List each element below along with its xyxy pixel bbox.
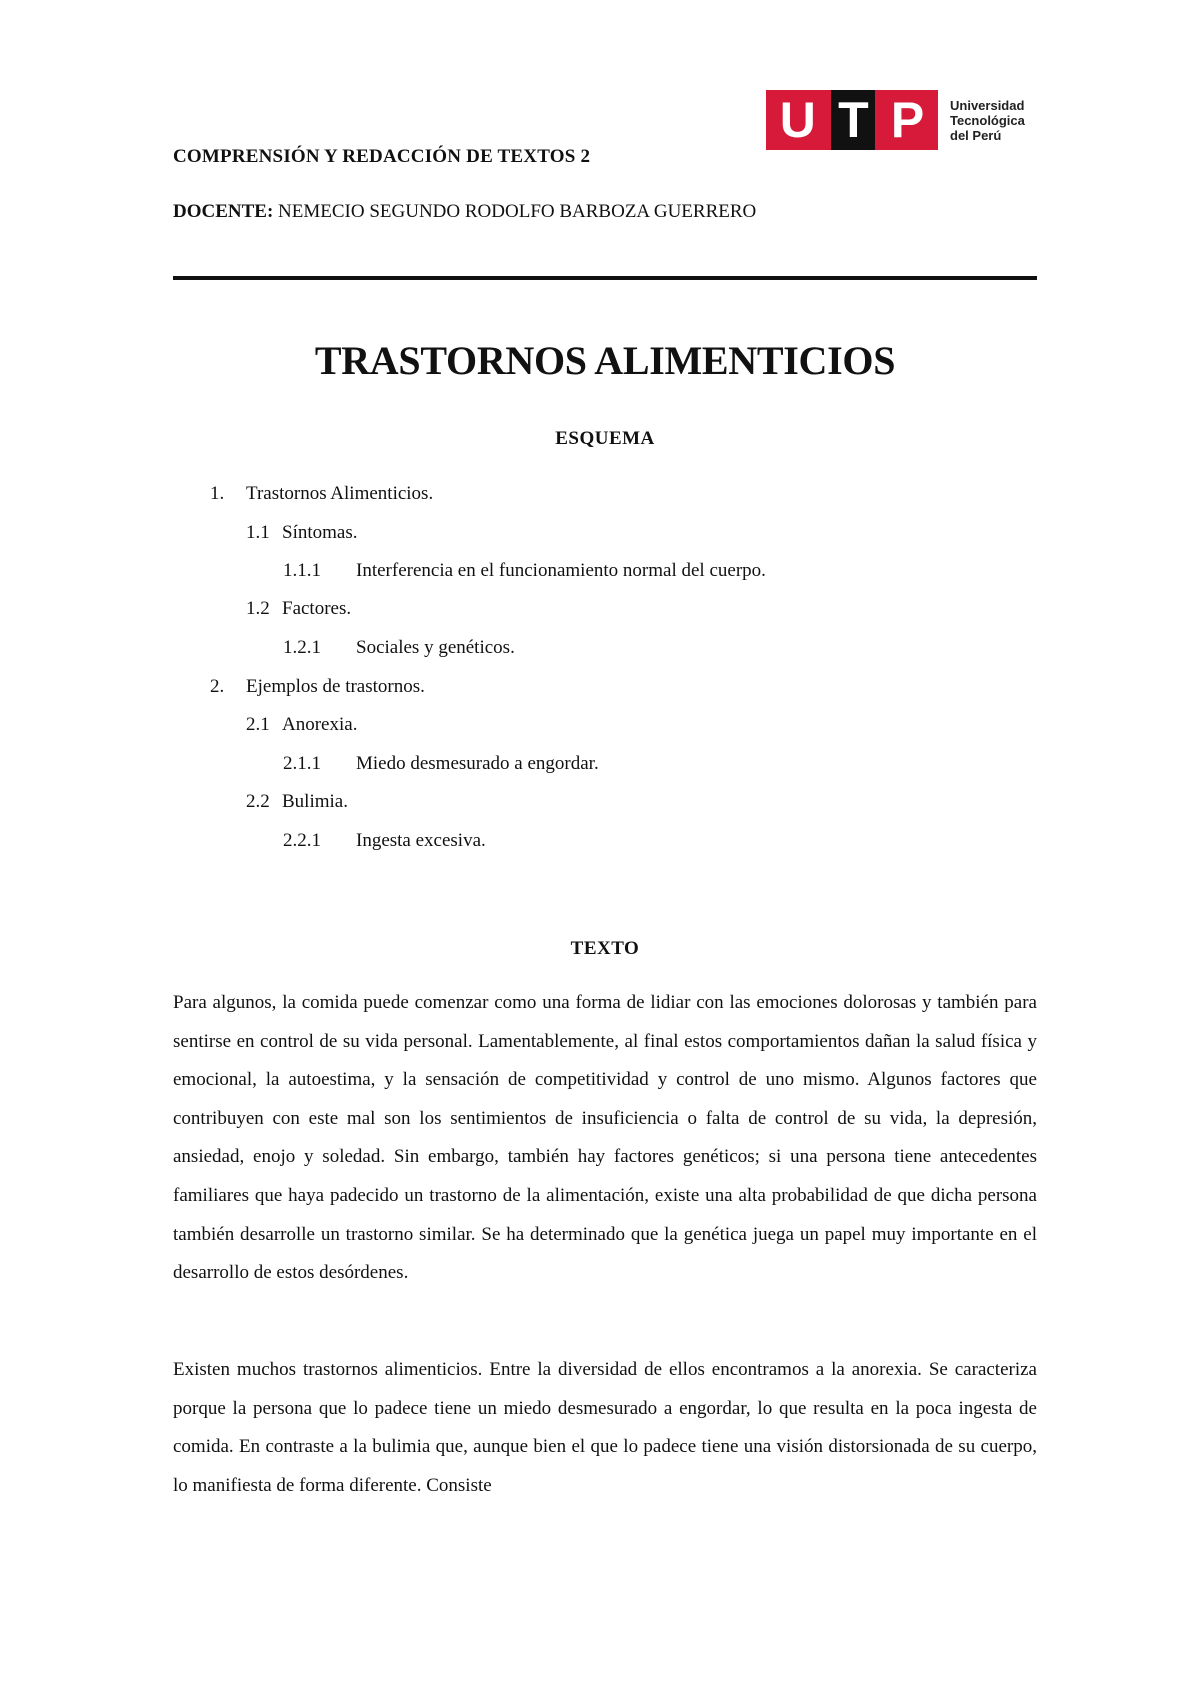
logo-letter-t: T xyxy=(831,90,875,150)
outline-item-text: Factores. xyxy=(282,598,352,619)
outline-item-number: 1. xyxy=(210,483,225,504)
outline-item-number: 1.2 xyxy=(246,598,270,619)
outline-item-text: Anorexia. xyxy=(282,714,358,735)
outline-item-text: Ingesta excesiva. xyxy=(356,830,486,851)
utp-logo xyxy=(766,90,1025,150)
outline-item-text: Bulimia. xyxy=(282,791,348,812)
utp-logo-mark xyxy=(766,90,938,150)
docente-line xyxy=(173,201,756,223)
outline-item-number: 1.1.1 xyxy=(283,560,321,581)
logo-line-2: Tecnológica xyxy=(950,112,1025,128)
outline-item-number: 2.1 xyxy=(246,714,270,735)
logo-letter-p: P xyxy=(890,92,925,148)
header-divider xyxy=(173,276,1037,280)
outline-item-number: 1.1 xyxy=(246,522,270,543)
utp-logo-text xyxy=(950,98,1025,143)
outline-item-number: 2.2 xyxy=(246,791,270,812)
logo-line-1: Universidad xyxy=(950,97,1025,113)
outline-item-text: Sociales y genéticos. xyxy=(356,637,515,658)
course-title: COMPRENSIÓN Y REDACCIÓN DE TEXTOS 2 xyxy=(173,146,591,167)
outline-item-text: Interferencia en el funcionamiento normal del cuerpo. xyxy=(356,560,766,581)
outline-item-text: Miedo desmesurado a engordar. xyxy=(356,753,599,774)
outline-item-text: Trastornos Alimenticios. xyxy=(246,483,434,504)
outline-item-text: Síntomas. xyxy=(282,522,358,543)
docente-label: DOCENTE: xyxy=(173,201,274,222)
text-heading: TEXTO xyxy=(570,938,640,959)
outline-item-number: 1.2.1 xyxy=(283,637,321,658)
outline-item-number: 2.1.1 xyxy=(283,753,321,774)
logo-line-3: del Perú xyxy=(950,127,1002,143)
body-paragraph: Para algunos, la comida puede comenzar como una forma de lidiar con las emociones dolorosas y también para sentirse en control de su vida personal. Lamentablemente, al final estos comportamientos dañan la salud física y emocional, la autoestima, y la sensación de competitividad y control de uno mismo. Algunos factores que contribuyen con este mal son los sentimientos de insuficiencia o falta de control de su vida, la depresión, ansiedad, enojo y soledad. Sin embargo, también hay factores genéticos; si una persona tiene antecedentes familiares que haya padecido un trastorno de la alimentación, existe una alta probabilidad de que dicha persona también desarrolle un trastorno similar. Se ha determinado que la genética juega un papel muy importante en el desarrollo de estos desórdenes. xyxy=(173,992,1037,1284)
outline-item-text: Ejemplos de trastornos. xyxy=(246,676,425,697)
docente-name: NEMECIO SEGUNDO RODOLFO BARBOZA GUERRERO xyxy=(273,201,757,222)
outline-heading: ESQUEMA xyxy=(555,428,655,449)
document-title: TRASTORNOS ALIMENTICIOS xyxy=(314,338,896,383)
body-paragraph: Existen muchos trastornos alimenticios. Entre la diversidad de ellos encontramos a la anorexia. Se caracteriza porque la persona que lo padece tiene un miedo desmesurado a engordar, lo que resulta en la poca ingesta de comida. En contraste a la bulimia que, aunque bien el que lo padece tiene una visión distorsionada de su cuerpo, lo manifiesta de forma diferente. Consiste xyxy=(173,1359,1037,1496)
outline-item-number: 2. xyxy=(210,676,225,697)
logo-letter-u: U xyxy=(779,92,816,148)
outline-item-number: 2.2.1 xyxy=(283,830,321,851)
